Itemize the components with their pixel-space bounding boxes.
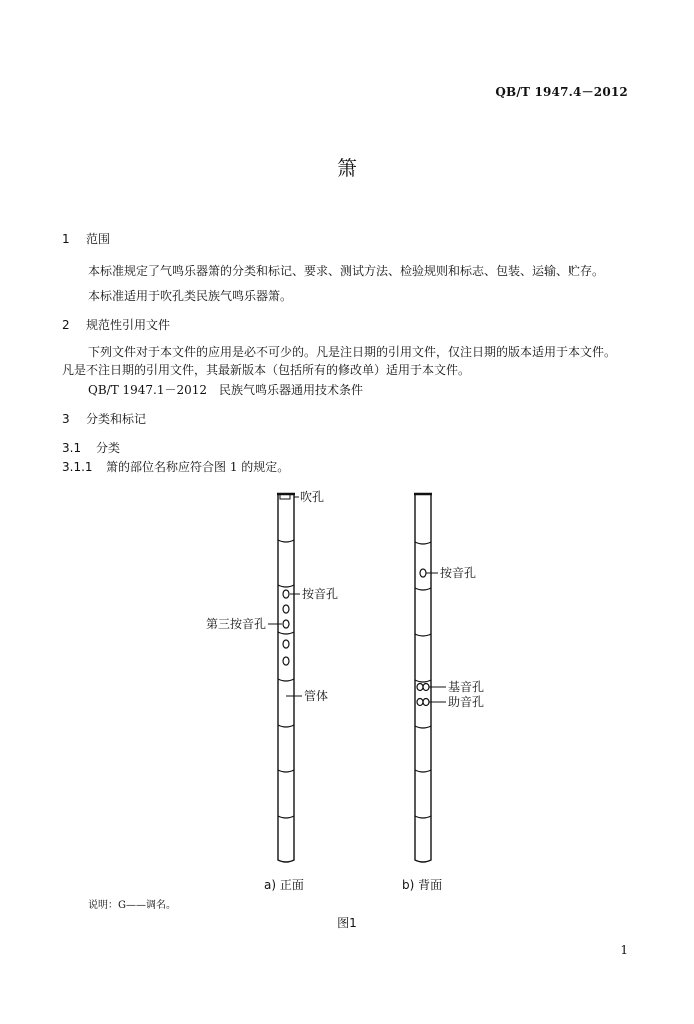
base-hole: [417, 684, 423, 691]
scope-paragraph-1: 本标准规定了气鸣乐器箫的分类和标记、要求、测试方法、检验规则和标志、包装、运输、贮存。: [88, 264, 605, 278]
flute-node: [278, 540, 294, 542]
section-number: 2: [62, 318, 70, 332]
flute-node: [278, 816, 294, 818]
figure-1-diagram: [0, 480, 694, 900]
finger-hole: [283, 590, 289, 598]
section-number: 3: [62, 412, 70, 426]
figure-note: 说明：G——调名。: [88, 900, 176, 911]
front-flute-nodes: [278, 540, 294, 818]
finger-hole: [283, 640, 289, 648]
scope-paragraph-2: 本标准适用于吹孔类民族气鸣乐器箫。: [88, 289, 293, 303]
subsection-number: 3.1: [62, 441, 82, 455]
section-number: 1: [62, 232, 70, 246]
back-view-flute: [414, 494, 446, 862]
finger-hole: [283, 620, 289, 628]
aux-hole: [423, 699, 429, 706]
references-paragraph-line-1: 下列文件对于本文件的应用是必不可少的。凡是注日期的引用文件，仅注日期的版本适用于本文件。: [88, 345, 617, 359]
front-finger-holes: [283, 590, 289, 665]
caption-back-view: b) 背面: [402, 878, 443, 892]
base-holes: [417, 684, 429, 691]
clause-number: 3.1.1: [62, 460, 93, 474]
label-third-finger-hole: 第三按音孔: [205, 617, 266, 631]
references-paragraph-line-2: 凡是不注日期的引用文件，其最新版本（包括所有的修改单）适用于本文件。: [62, 363, 471, 377]
label-finger-hole-front: 按音孔: [302, 587, 339, 601]
label-blow-hole: 吹孔: [300, 490, 325, 504]
label-base-hole: 基音孔: [448, 680, 485, 694]
flute-node: [278, 679, 294, 681]
label-finger-hole-back: 按音孔: [440, 566, 477, 580]
section-title: 分类和标记: [86, 412, 147, 426]
finger-hole: [283, 605, 289, 613]
flute-node: [415, 726, 431, 728]
section-3-heading: [62, 410, 146, 427]
back-flute-body: [415, 494, 431, 862]
flute-node: [415, 816, 431, 818]
subsection-3-1-heading: [62, 439, 120, 456]
flute-node: [415, 634, 431, 636]
clause-3-1-1: [62, 458, 289, 476]
figure-label: 图1: [337, 916, 357, 930]
subsection-title: 分类: [96, 441, 121, 455]
reference-item: QB/T 1947.1－2012 民族气鸣乐器通用技术条件: [88, 383, 364, 397]
front-flute-body: [278, 494, 294, 862]
section-title: 规范性引用文件: [86, 318, 171, 332]
flute-node: [278, 632, 294, 634]
caption-front-view: a) 正面: [264, 878, 304, 892]
section-1-heading: [62, 230, 110, 247]
label-body: 管体: [304, 689, 329, 703]
flute-node: [278, 585, 294, 587]
flute-node: [415, 542, 431, 544]
standard-code: QB/T 1947.4－2012: [495, 85, 628, 99]
aux-hole: [417, 699, 423, 706]
flute-node: [415, 588, 431, 590]
flute-node: [278, 770, 294, 772]
section-title: 范围: [86, 232, 111, 246]
page-number: 1: [620, 943, 628, 957]
clause-text: 箫的部位名称应符合图 1 的规定。: [106, 460, 290, 474]
section-2-heading: [62, 316, 170, 333]
base-hole: [423, 684, 429, 691]
flute-node: [415, 770, 431, 772]
flute-node: [278, 725, 294, 727]
aux-holes: [417, 699, 429, 706]
label-aux-hole: 助音孔: [448, 695, 485, 709]
finger-hole: [283, 657, 289, 665]
document-title: 箫: [337, 156, 357, 180]
back-flute-nodes: [415, 542, 431, 818]
flute-node: [415, 680, 431, 682]
front-view-flute: [268, 494, 302, 862]
back-finger-hole: [420, 569, 426, 577]
